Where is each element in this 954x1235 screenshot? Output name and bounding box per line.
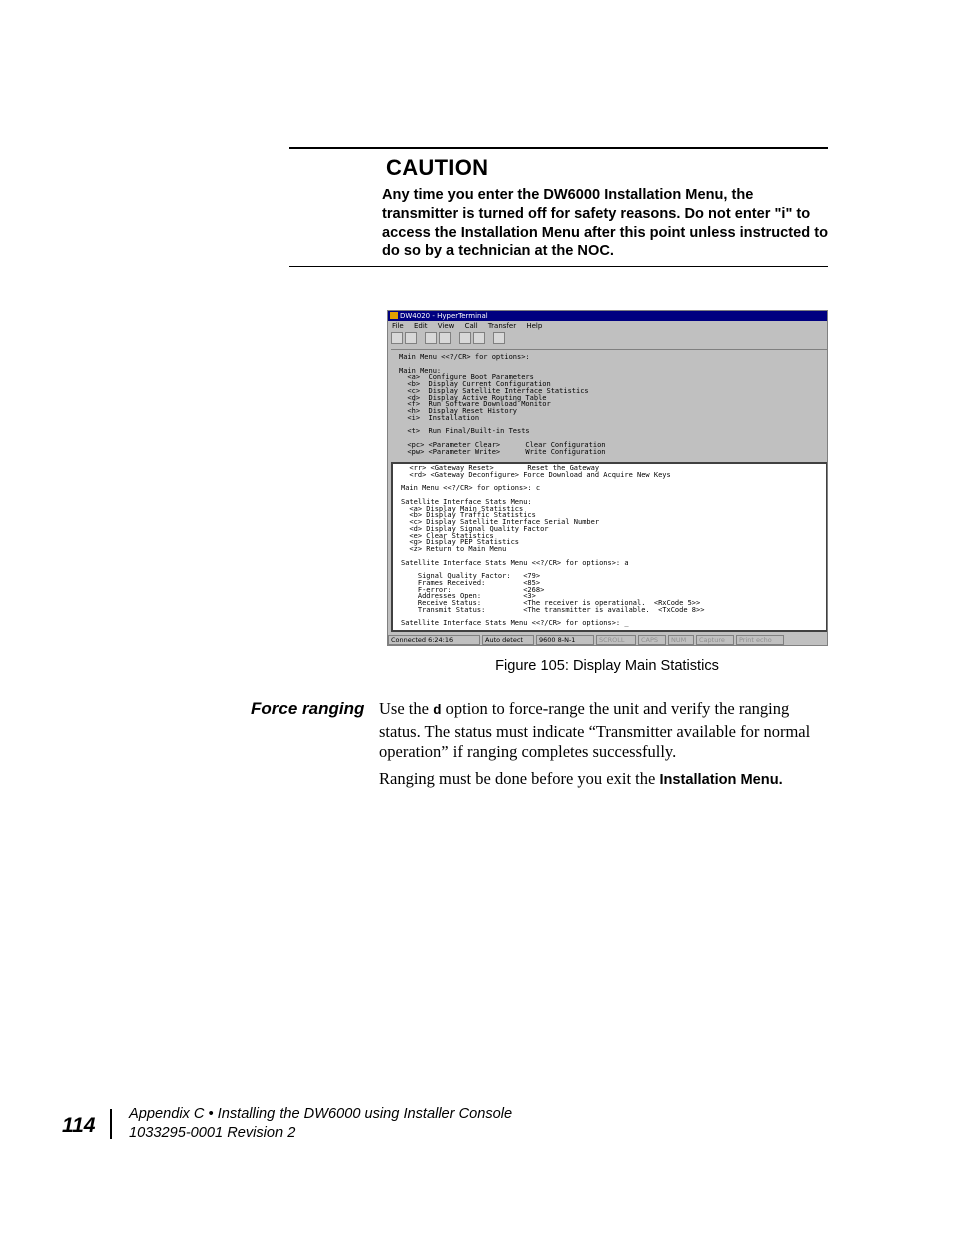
menu-help[interactable]: Help	[526, 322, 543, 330]
open-icon[interactable]	[405, 332, 417, 344]
status-connected: Connected 6:24:16	[388, 635, 480, 645]
terminal-stats-output[interactable]: <rr> <Gateway Reset> Reset the Gateway <rd> <Gateway Deconfigure> Force Download and Acquire New Keys Main Menu <<?/CR> for options>: c Satellite Interface Stats Menu: <a> Display Main Statistics <b> Display Traffic Statistics <c> Display Satellite Interface Serial Number <d> Display Signal Quality Factor <e> Clear Statistics <g> Display PEP Statistics <z> Return to Main Menu Satellite Interface Stats Menu <<?/CR> for options>: a Signal Quality Factor: <79> Frames Received: <85> F-error: <268> Addresses Open: <3> Receive Status: <The receiver is operational. <RxCode 5>> Transmit Status: <The transmitter is available. <TxCode 8>> Satellite Interface Stats Menu <<?/CR> for options>: _	[391, 462, 828, 632]
terminal-main-menu: Main Menu <<?/CR> for options>: Main Menu: <a> Configure Boot Parameters <b> Display Current Configuration <c> Display Satellite Interface Statistics <d> Display Active Routing Table <f> Run Software Download Monitor <h> Display Reset History <i> Installation <t> Run Final/Built-in Tests <pc> <Parameter Clear> Clear Configuration <pw> <Parameter Write> Write Configuration	[391, 349, 828, 462]
properties-icon[interactable]	[493, 332, 505, 344]
page-number: 114	[62, 1114, 96, 1137]
status-num: NUM	[668, 635, 694, 645]
para1-text-end: option to force-range the unit and verify the ranging status. The status must indicate “Transmitter available for normal operation” if ranging completes successfully.	[379, 699, 811, 762]
receive-icon[interactable]	[473, 332, 485, 344]
menu-file[interactable]: File	[392, 322, 404, 330]
menu-view[interactable]: View	[437, 322, 455, 330]
body-paragraph-2	[379, 769, 831, 791]
caution-top-rule	[289, 147, 828, 149]
para2-text: Ranging must be done before you exit the	[379, 769, 660, 788]
status-caps: CAPS	[638, 635, 666, 645]
figure-caption: Figure 105: Display Main Statistics	[495, 658, 719, 674]
para1-text-start: Use the	[379, 699, 434, 718]
menu-transfer[interactable]: Transfer	[487, 322, 517, 330]
window-title: DW4020 - HyperTerminal	[400, 312, 488, 320]
status-capture: Capture	[696, 635, 734, 645]
status-bar	[388, 635, 827, 645]
status-port: 9600 8-N-1	[536, 635, 594, 645]
caution-body: Any time you enter the DW6000 Installation Menu, the transmitter is turned off for safety reasons. Do not enter "i" to access the Installation Menu after this point unless instructed to do so by a technician at the NOC.	[382, 187, 829, 260]
footer-doc-id: 1033295-0001 Revision 2	[129, 1125, 296, 1141]
section-heading: Force ranging	[251, 699, 365, 718]
footer-divider	[110, 1109, 112, 1139]
menu-edit[interactable]: Edit	[413, 322, 428, 330]
installation-menu-term: Installation Menu.	[659, 772, 783, 788]
new-icon[interactable]	[391, 332, 403, 344]
app-icon	[390, 312, 398, 319]
option-code: d	[433, 703, 442, 719]
send-icon[interactable]	[459, 332, 471, 344]
hyperterminal-screenshot	[387, 310, 828, 646]
caution-title: CAUTION	[386, 155, 489, 180]
footer-chapter: Appendix C • Installing the DW6000 using Installer Console	[129, 1106, 513, 1122]
caution-bottom-rule	[289, 266, 828, 267]
disconnect-icon[interactable]	[439, 332, 451, 344]
menu-bar	[388, 322, 546, 331]
window-titlebar	[388, 311, 827, 321]
body-paragraph-1	[379, 699, 831, 763]
status-print-echo: Print echo	[736, 635, 784, 645]
status-autodetect: Auto detect	[482, 635, 534, 645]
phone-icon[interactable]	[425, 332, 437, 344]
status-scroll: SCROLL	[596, 635, 636, 645]
toolbar	[391, 332, 505, 346]
menu-call[interactable]: Call	[464, 322, 478, 330]
